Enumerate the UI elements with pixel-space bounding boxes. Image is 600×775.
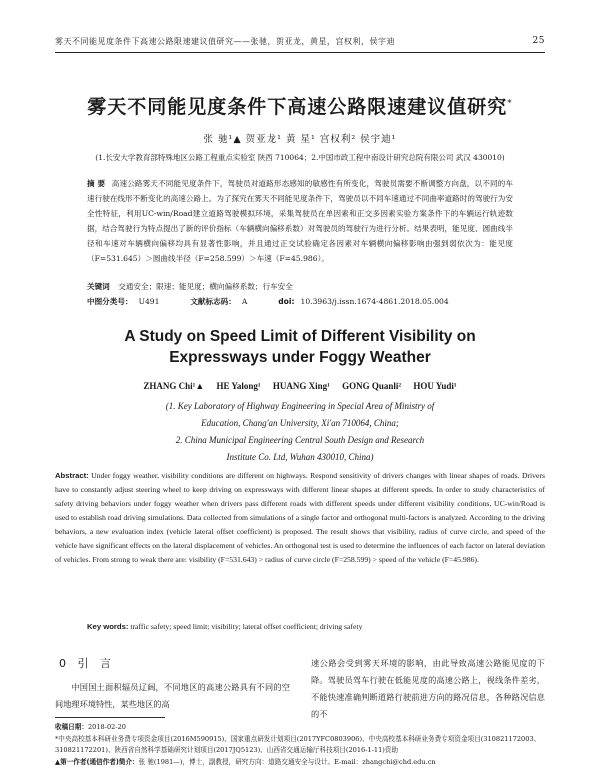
author-note	[55, 757, 545, 769]
en-affil-line: Institute Co. Ltd, Wuhan 430010, China)	[226, 452, 374, 462]
received-value: 2018-02-20	[87, 723, 126, 731]
doi-label: doi:	[278, 297, 295, 306]
footnote-rule	[55, 717, 165, 718]
title-footnote-mark: *	[507, 98, 513, 109]
cn-abstract-label: 摘 要	[87, 179, 106, 188]
doi-value: 10.3963/j.issn.1674-4861.2018.05.004	[300, 297, 449, 306]
clc-value: U491	[138, 297, 160, 306]
en-title-line-1: A Study on Speed Limit of Different Visibility on	[124, 328, 476, 345]
section-heading: 0 引 言	[59, 657, 115, 670]
cn-classification-line	[87, 296, 513, 307]
en-keywords-label: Key words:	[87, 622, 129, 631]
en-affil-line: Education, Chang'an University, Xi'an 710064, China;	[201, 418, 399, 428]
body-paragraph: 中国国土面积辐员辽阔，不同地区的高速公路具有不同的空间地理环境特性，某些地区的高	[55, 682, 290, 709]
body-column-left	[55, 655, 290, 713]
clc-label: 中图分类号：	[87, 297, 133, 306]
fund-note	[55, 734, 545, 757]
fund-mark: *	[55, 734, 59, 743]
cn-abstract	[87, 176, 513, 266]
page-number: 25	[532, 36, 545, 46]
en-affil-line: 2. China Municipal Engineering Central South Design and Research	[175, 435, 425, 445]
author-note-text: 张 驰(1981—)，博士，副教授，研究方向：道路交通安全与设计。E-mail：zhangchi@chd.edu.cn	[138, 757, 436, 766]
cn-keywords-text: 交通安全；限速；能见度；横向偏移系数；行车安全	[118, 282, 293, 291]
cn-authors: 张 驰¹▲ 贺亚龙¹ 黄 星¹ 宫权利² 侯宇迪¹	[203, 134, 397, 145]
en-keywords	[87, 622, 527, 631]
doc-code-value: A	[241, 297, 248, 306]
en-affil-line: (1. Key Laboratory of Highway Engineering in Special Area of Ministry of	[165, 401, 435, 411]
en-abstract-text: Under foggy weather, visibility conditions are different on highways. Respond sensitivity of drivers changes with linear shapes of roads. Drivers have to constantly adjust steering wheel to keep driving on expressways with different linear shapes at different speeds. In order to study characteristics of safety driving behaviors under foggy weather when drivers pass different roads with different speeds under different visibility conditions, UC-win/Road is used to establish road driving simulations. Data collected from simulations of a single factor and orthogonal multi-factors is analyzed. According to the driving behaviors, a new evaluation index (vehicle lateral offset coefficient) is proposed. The result shows that visibility, radius of curve circle, and speed of the vehicle have significant effects on the lateral displacement of vehicles. An orthogonal test is used to determine the influences of each factor on lateral deviation of vehicles. From strong to weak there are: visibility (F=531.643) > radius of curve circle (F=258.599) > speed of the vehicle (F=45.986).	[55, 471, 545, 564]
cn-keywords	[87, 281, 513, 292]
author-note-label: ▲第一作者(通信作者)简介：	[55, 757, 139, 766]
en-affiliation	[0, 398, 600, 466]
en-title	[0, 326, 600, 368]
en-authors	[0, 381, 600, 391]
body-column-right	[311, 655, 545, 723]
en-keywords-text: traffic safety; speed limit; visibility; lateral offset coefficient; driving safety	[130, 622, 363, 631]
received-label: 收稿日期：	[55, 723, 88, 731]
running-head-text: 雾天不同能见度条件下高速公路限速建议值研究——张驰，贺亚龙，黄星，宫权利，侯宇迪	[55, 37, 395, 46]
en-author: HUANG Xing¹	[272, 381, 330, 391]
header-rule	[55, 52, 545, 53]
en-abstract	[55, 469, 545, 567]
footnotes	[55, 722, 545, 768]
cn-abstract-text: 高速公路雾天不同能见度条件下，驾驶员对道路形态感知的敏感性有所变化，驾驶员需要不断调整方向盘，以不同的车速行驶在线形不断变化的高速公路上。为了探究在雾天不同能见度条件下，驾驶员以不同车速通过不同曲率道路时的驾驶行为安全性特征，利用UC-win/Road建立道路驾驶模拟环境，采集驾驶员在单因素和正交多因素实验方案条件下的车辆运行轨迹数据，结合驾驶行为特点提出了新的评价指标（车辆横向偏移系数）对驾驶员的驾驶行为进行分析。结果表明，能见度、圆曲线半径和车速对车辆横向偏移均具有显著性影响，并且通过正交试验确定各因素对车辆横向偏移影响由强到弱依次为：能见度（F=531.645）＞圆曲线半径（F=258.599）＞车速（F=45.986）。	[87, 179, 513, 263]
en-title-line-2: Expressways under Foggy Weather	[169, 349, 431, 366]
received-date	[55, 722, 545, 734]
body-paragraph: 速公路会受到雾天环境的影响，由此导致高速公路能见度的下降。驾驶员驾车行驶在低能见度的高速公路上，视线条件差劣，不能快速准确判断道路行驶前进方向的路况信息，各种路况信息的不	[311, 658, 545, 719]
cn-title-text: 雾天不同能见度条件下高速公路限速建议值研究	[87, 96, 508, 118]
fund-text: 中央高校基本科研业务费专项资金项目(2016M590915)、国家重点研发计划项目(2017YFC0803906)、中央高校基本科研业务费专项资金项目(310821172003、310821172201)、陕西省自然科学基础研究计划项目(2017JQ5123)、山西省交通运输厅科技项目(2016-1-11)资助	[55, 734, 541, 754]
running-head	[55, 36, 545, 50]
cn-affiliation: (1.长安大学教育部特殊地区公路工程重点实验室 陕西 710064；2.中国市政工程中南设计研究总院有限公司 武汉 430010)	[95, 153, 505, 162]
en-abstract-label: Abstract:	[55, 471, 89, 480]
en-author: ZHANG Chi¹▲	[143, 381, 205, 391]
en-author: HE Yalong¹	[216, 381, 261, 391]
cn-title	[0, 92, 600, 119]
en-author: HOU Yudi¹	[413, 381, 457, 391]
en-author: GONG Quanli²	[342, 381, 402, 391]
doc-code-label: 文献标志码：	[190, 297, 236, 306]
cn-keywords-label: 关键词	[87, 282, 110, 291]
